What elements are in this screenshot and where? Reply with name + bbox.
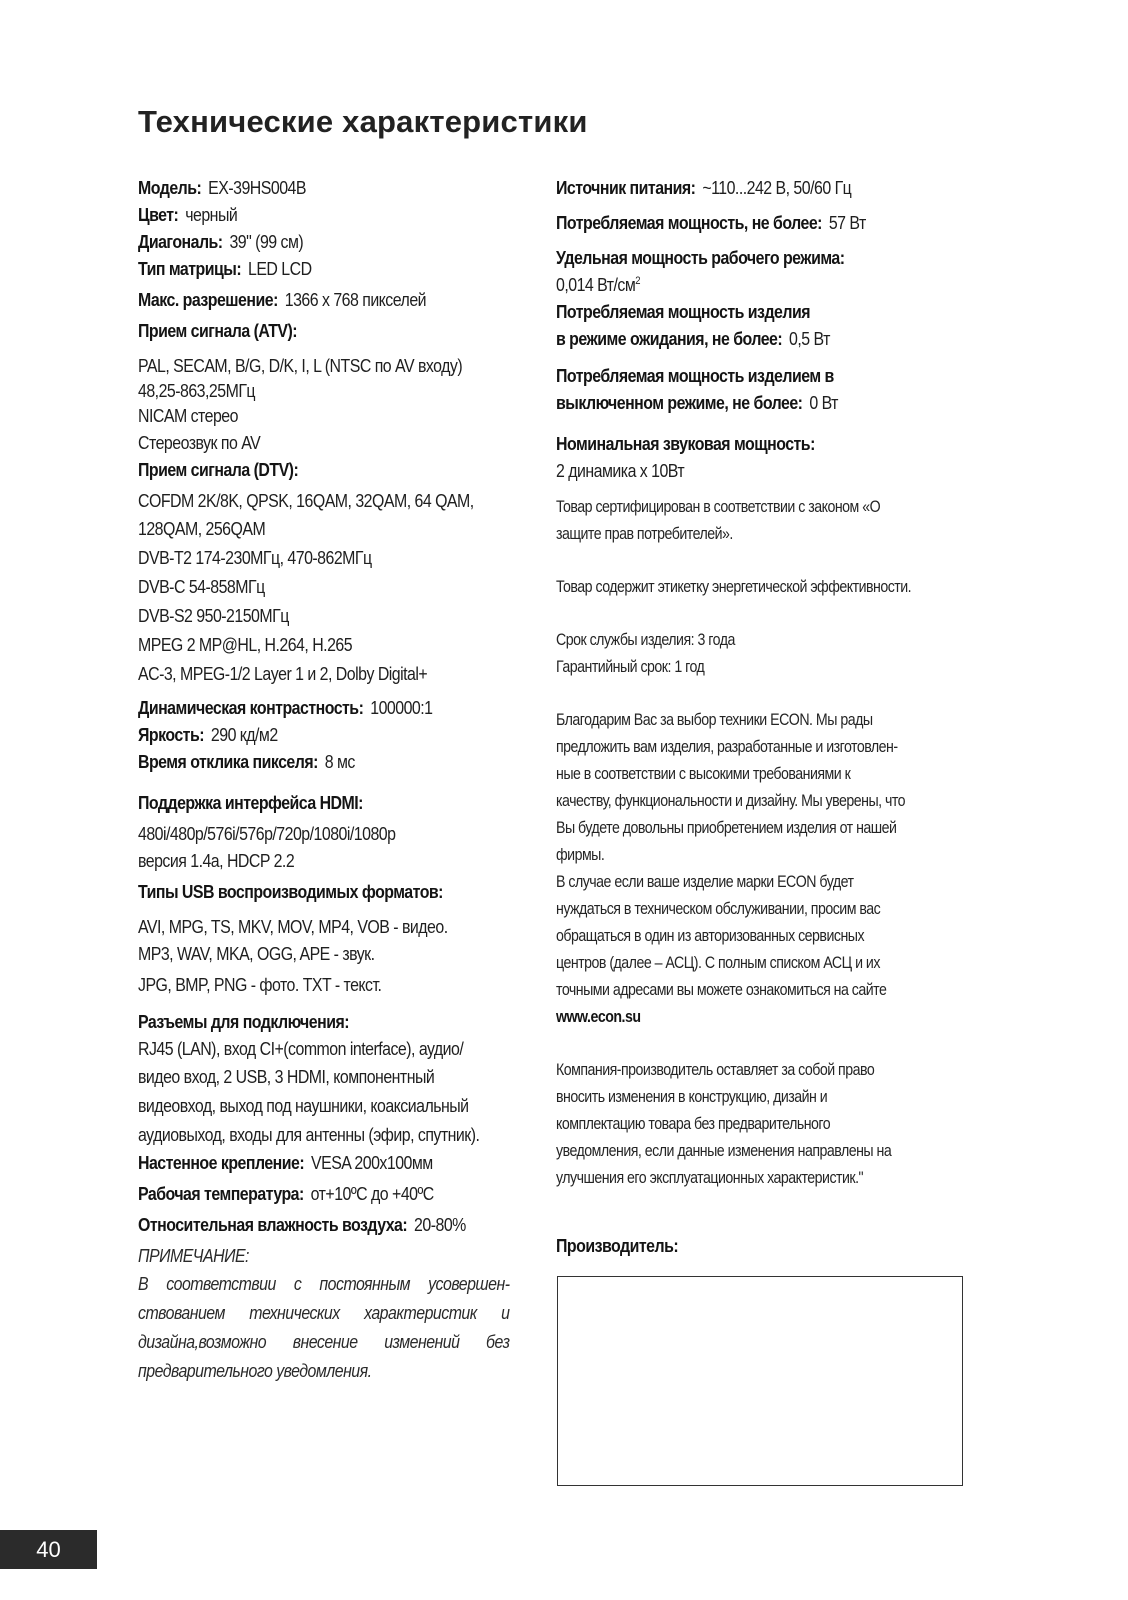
matrix-label: Тип матрицы: (138, 258, 242, 279)
diagonal-label: Диагональ: (138, 231, 223, 252)
color-label: Цвет: (138, 204, 179, 225)
brightness-value: 290 кд/м2 (210, 724, 278, 745)
note-label: ПРИМЕЧАНИЕ: (138, 1245, 249, 1266)
specific-power-sup: 2 (635, 274, 641, 287)
humidity-label: Относительная влажность воздуха: (138, 1214, 408, 1235)
power-source-value: ~110...242 В, 50/60 Гц (702, 177, 852, 198)
usb-line: AVI, MPG, TS, MKV, MOV, MP4, VOB - видео. (138, 916, 448, 937)
off-value: 0 Вт (809, 392, 838, 413)
resolution-value: 1366 x 768 пикселей (284, 289, 427, 310)
note-line (138, 1298, 510, 1327)
note-line (138, 1269, 510, 1298)
rights-line: комплектацию товара без предварительного (556, 1115, 831, 1133)
thanks-line: В случае если ваше изделие марки ECON будет (556, 873, 854, 891)
standby-label-line: в режиме ожидания, не более: (556, 328, 783, 349)
atv-line: 48,25-863,25МГц (138, 380, 256, 401)
dtv-line: DVB-C 54-858МГц (138, 576, 265, 597)
producer-heading (556, 1232, 917, 1259)
hdmi-line: 480i/480p/576i/576p/720p/1080i/1080p (138, 823, 396, 844)
diagonal-row (138, 228, 482, 255)
producer-label: Производитель: (556, 1235, 679, 1256)
atv-line: NICAM стерео (138, 405, 238, 426)
connectors-line: аудиовыход, входы для антенны (эфир, спутник). (138, 1124, 480, 1145)
certified-line: защите прав потребителей». (556, 525, 733, 543)
manufacturer-stamp-box (557, 1276, 963, 1486)
diagonal-value: 39" (99 см) (229, 231, 304, 252)
dtv-line: AC-3, MPEG-1/2 Layer 1 и 2, Dolby Digital+ (138, 663, 428, 684)
usb-heading (138, 878, 482, 905)
humidity-row (138, 1211, 482, 1238)
warranty: Гарантийный срок: 1 год (556, 658, 705, 676)
thanks-line: нуждаться в техническом обслуживании, просим вас (556, 900, 881, 918)
power-consumption-value: 57 Вт (828, 212, 866, 233)
note-word: соответствии (166, 1273, 276, 1294)
usb-line: MP3, WAV, MKA, OGG, APE - звук. (138, 943, 375, 964)
dtv-line: 128QAM, 256QAM (138, 518, 266, 539)
note-word: дизайна,возможно (138, 1331, 267, 1352)
thanks-line: ные в соответствии с высокими требованиями к (556, 765, 851, 783)
brightness-label: Яркость: (138, 724, 205, 745)
hdmi-label: Поддержка интерфейса HDMI: (138, 792, 363, 813)
note-word: изменений (384, 1331, 460, 1352)
usb-label: Типы USB воспроизводимых форматов: (138, 881, 443, 902)
note-word: В (138, 1273, 149, 1294)
brightness-row (138, 721, 482, 748)
rights-line: Компания-производитель оставляет за собой право (556, 1061, 875, 1079)
humidity-value: 20-80% (414, 1214, 466, 1235)
note-word: внесение (292, 1331, 358, 1352)
sound-label (556, 430, 917, 457)
note-word: с (293, 1273, 302, 1294)
atv-label: Прием сигнала (ATV): (138, 320, 298, 341)
thanks-line: предложить вам изделия, разработанные и изготовлен- (556, 738, 898, 756)
page-title: Технические характеристики (138, 104, 588, 139)
sound-value: 2 динамика х 10Вт (556, 460, 685, 481)
thanks-line: Благодарим Вас за выбор техники ECON. Мы рады (556, 711, 873, 729)
usb-line: JPG, BMP, PNG - фото. TXT - текст. (138, 974, 382, 995)
note-word: характеристик (364, 1302, 477, 1323)
connectors-line: видео вход, 2 USB, 3 HDMI, компонентный (138, 1066, 435, 1087)
standby-value: 0,5 Вт (789, 328, 830, 349)
thanks-line: точными адресами вы можете ознакомиться на сайте (556, 981, 887, 999)
atv-heading (138, 317, 482, 344)
mount-value: VESA 200x100мм (311, 1152, 433, 1173)
off-label (556, 362, 917, 389)
left-column (138, 174, 538, 1385)
standby-label (556, 298, 917, 325)
power-consumption-row (556, 209, 917, 236)
rights-line: вносить изменения в конструкцию, дизайн и (556, 1088, 828, 1106)
specific-power-value-text: 0,014 Вт/см (556, 274, 636, 295)
resolution-row (138, 286, 482, 313)
connectors-line: RJ45 (LAN), вход CI+(common interface), аудио/ (138, 1038, 464, 1059)
note-word: и (501, 1302, 510, 1323)
note-word: ствованием (138, 1302, 225, 1323)
note-word: технических (249, 1302, 340, 1323)
website-link[interactable]: www.econ.su (556, 1008, 641, 1026)
response-row (138, 748, 482, 775)
standby-label-line: Потребляемая мощность изделия (556, 301, 810, 322)
page-number: 40 (0, 1530, 97, 1569)
thanks-line: обращаться в один из авторизованных сервисных (556, 927, 865, 945)
note-word: без (486, 1331, 510, 1352)
connectors-heading (138, 1008, 482, 1035)
specific-power-value (556, 271, 917, 298)
energy-label-text: Товар содержит этикетку энергетической эффективности. (556, 578, 912, 596)
thanks-line: качеству, функциональности и дизайну. Мы уверены, что (556, 792, 906, 810)
rights-line: уведомления, если данные изменения направлены на (556, 1142, 892, 1160)
connectors-label: Разъемы для подключения: (138, 1011, 350, 1032)
dtv-line: COFDM 2K/8K, QPSK, 16QAM, 32QAM, 64 QAM, (138, 490, 474, 511)
off-label-line: выключенном режиме, не более: (556, 392, 803, 413)
color-row (138, 201, 482, 228)
note-line (138, 1327, 510, 1356)
resolution-label: Макс. разрешение: (138, 289, 278, 310)
thanks-line: фирмы. (556, 846, 605, 864)
dtv-label: Прием сигнала (DTV): (138, 459, 299, 480)
power-source-row (556, 174, 917, 201)
temperature-label: Рабочая температура: (138, 1183, 304, 1204)
contrast-row (138, 694, 482, 721)
contrast-value: 100000:1 (370, 697, 433, 718)
service-life: Срок службы изделия: 3 года (556, 631, 735, 649)
note-line: предварительного уведомления. (138, 1360, 372, 1381)
dtv-line: DVB-T2 174-230МГц, 470-862МГц (138, 547, 372, 568)
matrix-row (138, 255, 482, 282)
matrix-value: LED LCD (247, 258, 312, 279)
temperature-value: от+10ºС до +40ºС (310, 1183, 434, 1204)
mount-label: Настенное крепление: (138, 1152, 305, 1173)
hdmi-heading (138, 789, 482, 816)
atv-line: Стереозвук по AV (138, 432, 261, 453)
model-value: EX-39HS004B (208, 177, 306, 198)
atv-line: PAL, SECAM, B/G, D/K, I, L (NTSC по AV входу) (138, 355, 463, 376)
response-value: 8 мс (324, 751, 355, 772)
right-column (556, 174, 976, 1259)
power-consumption-label: Потребляемая мощность, не более: (556, 212, 822, 233)
thanks-line: центров (далее – АСЦ). С полным списком АСЦ и их (556, 954, 880, 972)
thanks-line: Вы будете довольны приобретением изделия от нашей (556, 819, 897, 837)
off-label-line: Потребляемая мощность изделием в (556, 365, 834, 386)
power-source-label: Источник питания: (556, 177, 696, 198)
hdmi-line: версия 1.4а, HDCP 2.2 (138, 850, 295, 871)
standby-row (556, 325, 917, 352)
certified-line: Товар сертифицирован в соответствии с законом «О (556, 498, 881, 516)
mount-row (138, 1149, 482, 1176)
dtv-line: DVB-S2 950-2150МГц (138, 605, 289, 626)
specific-power-label-text: Удельная мощность рабочего режима: (556, 247, 845, 268)
rights-line: улучшения его эксплуатационных характеристик." (556, 1169, 864, 1187)
off-row (556, 389, 917, 416)
dtv-heading (138, 456, 482, 483)
dtv-line: MPEG 2 MP@HL, H.264, H.265 (138, 634, 353, 655)
connectors-line: видеовход, выход под наушники, коаксиальный (138, 1095, 469, 1116)
response-label: Время отклика пикселя: (138, 751, 318, 772)
note-word: постоянным (319, 1273, 411, 1294)
model-row (138, 174, 482, 201)
note-word: усовершен- (428, 1273, 510, 1294)
temperature-row (138, 1180, 482, 1207)
website-row (556, 1004, 917, 1031)
specific-power-label (556, 244, 917, 271)
model-label: Модель: (138, 177, 202, 198)
contrast-label: Динамическая контрастность: (138, 697, 364, 718)
color-value: черный (185, 204, 238, 225)
sound-label-text: Номинальная звуковая мощность: (556, 433, 815, 454)
